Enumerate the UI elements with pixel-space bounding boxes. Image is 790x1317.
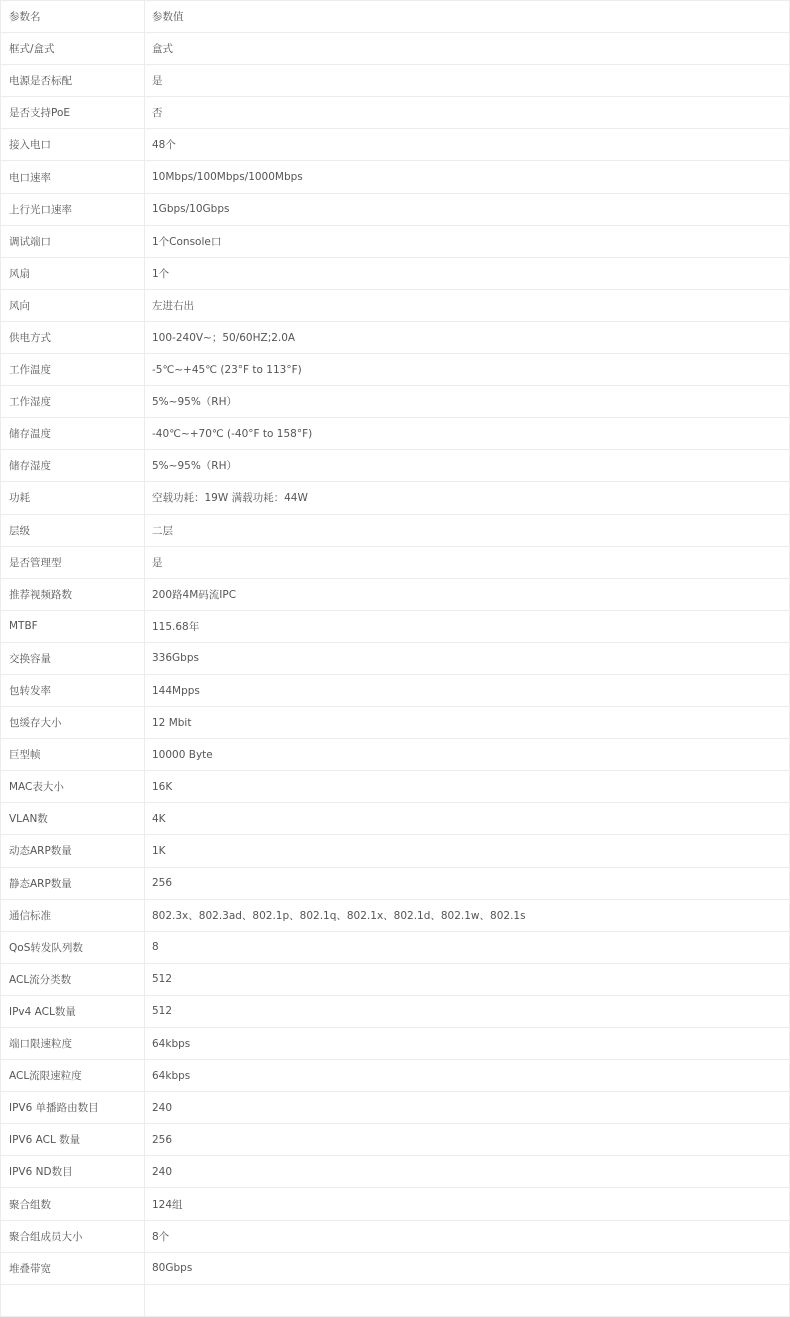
param-value-cell: 240 xyxy=(145,1092,790,1124)
param-value-cell: 16K xyxy=(145,771,790,803)
param-name-cell: QoS转发队列数 xyxy=(1,931,145,963)
param-name-cell: 框式/盒式 xyxy=(1,33,145,65)
table-row xyxy=(1,1156,790,1188)
param-value-cell: 12 Mbit xyxy=(145,707,790,739)
table-row xyxy=(1,835,790,867)
param-value-cell: 1个 xyxy=(145,257,790,289)
param-name-cell: 储存温度 xyxy=(1,418,145,450)
table-row xyxy=(1,1188,790,1220)
header-param-name: 参数名 xyxy=(1,1,145,33)
param-value-cell: 256 xyxy=(145,867,790,899)
param-value-cell: 5%~95%（RH） xyxy=(145,450,790,482)
param-name-cell: ACL流分类数 xyxy=(1,963,145,995)
table-row xyxy=(1,257,790,289)
param-value-cell: 1Gbps/10Gbps xyxy=(145,193,790,225)
param-name-cell: 端口限速粒度 xyxy=(1,1028,145,1060)
table-row xyxy=(1,354,790,386)
table-row xyxy=(1,225,790,257)
param-value-cell: 64kbps xyxy=(145,1060,790,1092)
param-value-cell: 是 xyxy=(145,65,790,97)
param-name-cell: IPV6 ND数目 xyxy=(1,1156,145,1188)
param-value-cell: 1K xyxy=(145,835,790,867)
param-value-cell: 10Mbps/100Mbps/1000Mbps xyxy=(145,161,790,193)
param-name-cell: ACL流限速粒度 xyxy=(1,1060,145,1092)
param-name-cell: 工作温度 xyxy=(1,354,145,386)
param-value-cell: 48个 xyxy=(145,129,790,161)
param-name-cell: 聚合组成员大小 xyxy=(1,1220,145,1252)
param-value-cell: -5℃~+45℃ (23°F to 113°F) xyxy=(145,354,790,386)
param-name-cell: 电源是否标配 xyxy=(1,65,145,97)
table-row xyxy=(1,931,790,963)
param-value-cell: 4K xyxy=(145,803,790,835)
table-row xyxy=(1,867,790,899)
table-row xyxy=(1,289,790,321)
param-name-cell: 堆叠带宽 xyxy=(1,1252,145,1284)
param-name-cell: 通信标准 xyxy=(1,899,145,931)
table-row xyxy=(1,1060,790,1092)
table-row xyxy=(1,450,790,482)
param-name-cell: 接入电口 xyxy=(1,129,145,161)
param-value-cell: -40℃~+70℃ (-40°F to 158°F) xyxy=(145,418,790,450)
param-name-cell: 风向 xyxy=(1,289,145,321)
table-row xyxy=(1,65,790,97)
table-row xyxy=(1,386,790,418)
param-value-cell: 10000 Byte xyxy=(145,739,790,771)
param-name-cell: 巨型帧 xyxy=(1,739,145,771)
param-value-cell: 盒式 xyxy=(145,33,790,65)
table-header-row xyxy=(1,1,790,33)
table-row xyxy=(1,803,790,835)
param-value-cell: 64kbps xyxy=(145,1028,790,1060)
param-name-cell: MTBF xyxy=(1,610,145,642)
param-value-cell: 256 xyxy=(145,1124,790,1156)
param-name-cell: 电口速率 xyxy=(1,161,145,193)
table-row xyxy=(1,514,790,546)
param-name-cell: 动态ARP数量 xyxy=(1,835,145,867)
param-value-cell: 100-240V~；50/60HZ;2.0A xyxy=(145,321,790,353)
param-value-cell: 802.3x、802.3ad、802.1p、802.1q、802.1x、802.1d、802.1w、802.1s xyxy=(145,899,790,931)
spec-table-body xyxy=(1,1,790,1317)
param-name-cell xyxy=(1,1284,145,1316)
table-row xyxy=(1,97,790,129)
table-row xyxy=(1,1220,790,1252)
param-value-cell: 空载功耗：19W 满载功耗：44W xyxy=(145,482,790,514)
param-value-cell: 1个Console口 xyxy=(145,225,790,257)
param-value-cell: 8个 xyxy=(145,1220,790,1252)
param-name-cell: 聚合组数 xyxy=(1,1188,145,1220)
table-row xyxy=(1,963,790,995)
param-value-cell xyxy=(145,1284,790,1316)
param-name-cell: 交换容量 xyxy=(1,642,145,674)
header-param-value: 参数值 xyxy=(145,1,790,33)
table-row xyxy=(1,193,790,225)
param-name-cell: 供电方式 xyxy=(1,321,145,353)
param-name-cell: 是否支持PoE xyxy=(1,97,145,129)
table-row xyxy=(1,739,790,771)
param-name-cell: 上行光口速率 xyxy=(1,193,145,225)
table-row xyxy=(1,899,790,931)
table-row xyxy=(1,546,790,578)
param-value-cell: 80Gbps xyxy=(145,1252,790,1284)
param-value-cell: 512 xyxy=(145,963,790,995)
param-name-cell: 层级 xyxy=(1,514,145,546)
param-value-cell: 115.68年 xyxy=(145,610,790,642)
param-value-cell: 是 xyxy=(145,546,790,578)
table-row xyxy=(1,642,790,674)
table-row xyxy=(1,1252,790,1284)
param-value-cell: 5%~95%（RH） xyxy=(145,386,790,418)
param-value-cell: 512 xyxy=(145,995,790,1027)
param-name-cell: 功耗 xyxy=(1,482,145,514)
table-row xyxy=(1,1284,790,1316)
table-row xyxy=(1,610,790,642)
table-row xyxy=(1,33,790,65)
param-value-cell: 124组 xyxy=(145,1188,790,1220)
table-row xyxy=(1,1092,790,1124)
param-name-cell: 调试端口 xyxy=(1,225,145,257)
param-value-cell: 二层 xyxy=(145,514,790,546)
param-name-cell: MAC表大小 xyxy=(1,771,145,803)
table-row xyxy=(1,1124,790,1156)
param-name-cell: 是否管理型 xyxy=(1,546,145,578)
table-row xyxy=(1,995,790,1027)
param-name-cell: 推荐视频路数 xyxy=(1,578,145,610)
param-name-cell: 包转发率 xyxy=(1,674,145,706)
param-name-cell: IPV6 单播路由数目 xyxy=(1,1092,145,1124)
table-row xyxy=(1,674,790,706)
param-name-cell: 静态ARP数量 xyxy=(1,867,145,899)
table-row xyxy=(1,129,790,161)
param-value-cell: 200路4M码流IPC xyxy=(145,578,790,610)
param-name-cell: IPv4 ACL数量 xyxy=(1,995,145,1027)
table-row xyxy=(1,418,790,450)
param-value-cell: 336Gbps xyxy=(145,642,790,674)
table-row xyxy=(1,161,790,193)
param-value-cell: 144Mpps xyxy=(145,674,790,706)
table-row xyxy=(1,1028,790,1060)
table-row xyxy=(1,321,790,353)
param-value-cell: 左进右出 xyxy=(145,289,790,321)
param-name-cell: 风扇 xyxy=(1,257,145,289)
table-row xyxy=(1,707,790,739)
param-name-cell: 工作湿度 xyxy=(1,386,145,418)
param-value-cell: 否 xyxy=(145,97,790,129)
table-row xyxy=(1,771,790,803)
param-name-cell: 包缓存大小 xyxy=(1,707,145,739)
table-row xyxy=(1,578,790,610)
param-name-cell: VLAN数 xyxy=(1,803,145,835)
param-name-cell: IPV6 ACL 数量 xyxy=(1,1124,145,1156)
param-value-cell: 240 xyxy=(145,1156,790,1188)
param-value-cell: 8 xyxy=(145,931,790,963)
param-name-cell: 储存湿度 xyxy=(1,450,145,482)
table-row xyxy=(1,482,790,514)
